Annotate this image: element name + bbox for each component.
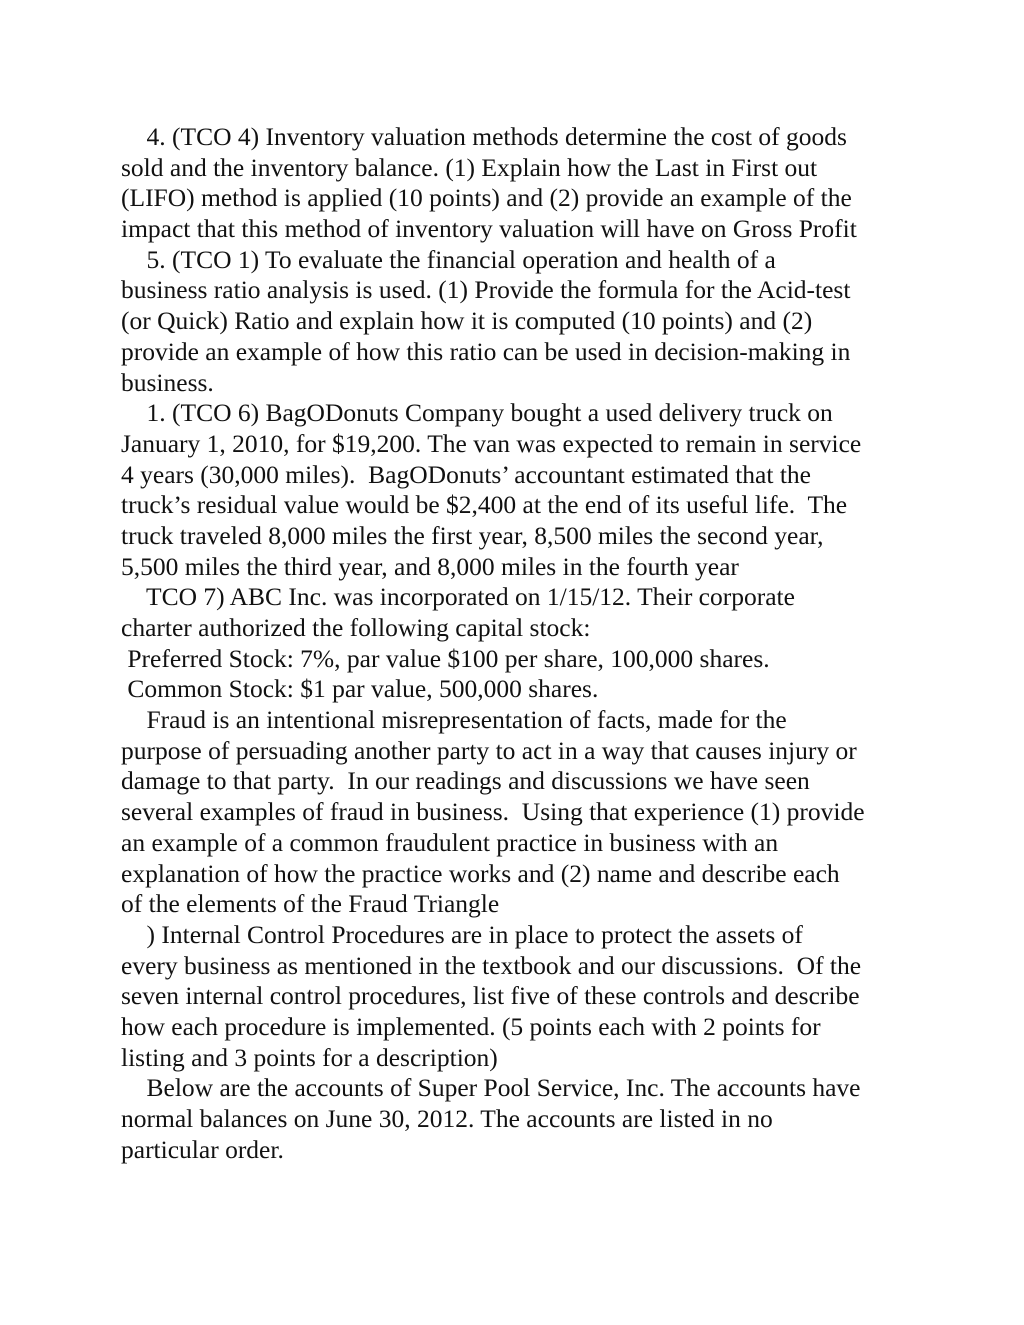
internal-control-line-2: every business as mentioned in the textbook and our discussions. Of the — [121, 950, 862, 980]
question-5-line-2: business ratio analysis is used. (1) Provide the formula for the Acid-test — [121, 275, 851, 305]
question-1-line-6: 5,500 miles the third year, and 8,000 miles in the fourth year — [121, 551, 739, 581]
question-1-line-3: 4 years (30,000 miles). BagODonuts’ accountant estimated that the — [121, 459, 811, 489]
super-pool-line-1: Below are the accounts of Super Pool Service, Inc. The accounts have — [121, 1073, 861, 1103]
super-pool-line-3: particular order. — [121, 1134, 284, 1164]
tco7-line-2: charter authorized the following capital stock: — [121, 613, 591, 642]
question-5-line-3: (or Quick) Ratio and explain how it is computed (10 points) and (2) — [121, 306, 813, 336]
document-body — [121, 122, 921, 1165]
question-5-line-1: 5. (TCO 1) To evaluate the financial operation and health of a — [121, 244, 776, 274]
fraud-line-3: damage to that party. In our readings and discussions we have seen — [121, 766, 810, 796]
question-5-line-5: business. — [121, 367, 214, 397]
question-1-line-5: truck traveled 8,000 miles the first year, 8,500 miles the second year, — [121, 520, 824, 550]
question-4-line-1: 4. (TCO 4) Inventory valuation methods determine the cost of goods — [121, 122, 847, 151]
preferred-stock-line: Preferred Stock: 7%, par value $100 per share, 100,000 shares. — [121, 643, 770, 673]
question-5-line-4: provide an example of how this ratio can be used in decision-making in — [121, 336, 851, 366]
fraud-line-1: Fraud is an intentional misrepresentation of facts, made for the — [121, 705, 787, 735]
internal-control-line-4: how each procedure is implemented. (5 points each with 2 points for — [121, 1011, 821, 1041]
internal-control-line-5: listing and 3 points for a description) — [121, 1042, 498, 1072]
fraud-line-4: several examples of fraud in business. Using that experience (1) provide — [121, 797, 865, 827]
fraud-line-2: purpose of persuading another party to act in a way that causes injury or — [121, 735, 857, 765]
tco7-line-1: TCO 7) ABC Inc. was incorporated on 1/15/12. Their corporate — [121, 582, 795, 612]
question-4-line-2: sold and the inventory balance. (1) Explain how the Last in First out — [121, 152, 818, 182]
question-1-line-4: truck’s residual value would be $2,400 at the end of its useful life. The — [121, 490, 848, 520]
common-stock-line: Common Stock: $1 par value, 500,000 shares. — [121, 674, 599, 704]
internal-control-line-1: ) Internal Control Procedures are in place to protect the assets of — [121, 919, 803, 949]
question-1-line-2: January 1, 2010, for $19,200. The van was expected to remain in service — [121, 428, 862, 458]
fraud-line-5: an example of a common fraudulent practice in business with an — [121, 827, 779, 857]
fraud-line-7: of the elements of the Fraud Triangle — [121, 889, 500, 919]
question-4-line-4: impact that this method of inventory valuation will have on Gross Profit — [121, 214, 857, 244]
internal-control-line-3: seven internal control procedures, list five of these controls and describe — [121, 981, 860, 1011]
fraud-line-6: explanation of how the practice works and (2) name and describe each — [121, 858, 840, 888]
question-4-line-3: (LIFO) method is applied (10 points) and (2) provide an example of the — [121, 183, 852, 213]
question-1-line-1: 1. (TCO 6) BagODonuts Company bought a used delivery truck on — [121, 398, 833, 428]
super-pool-line-2: normal balances on June 30, 2012. The accounts are listed in no — [121, 1104, 773, 1133]
